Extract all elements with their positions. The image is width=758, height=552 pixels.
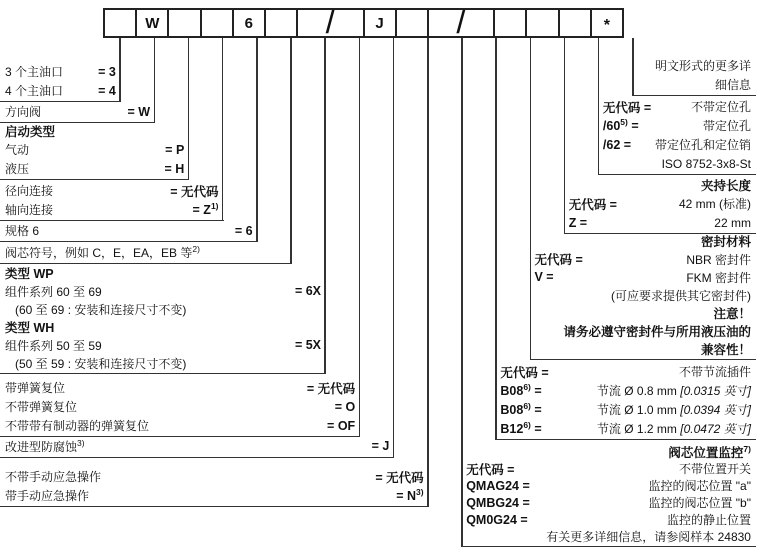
option-row bbox=[530, 304, 757, 322]
footnote-marker: 1) bbox=[210, 200, 219, 211]
option-desc bbox=[557, 363, 751, 380]
option-value-text: = 无代码 bbox=[375, 470, 424, 485]
note-text: 兼容性！ bbox=[700, 343, 751, 357]
option-code: 无代码 = bbox=[568, 197, 617, 212]
option-code: QMAG24 = bbox=[466, 478, 530, 493]
section-header: 启动类型 bbox=[5, 124, 56, 139]
option-desc-text: 不带位置开关 bbox=[678, 462, 751, 476]
note-text: 明文形式的更多详 bbox=[654, 59, 751, 73]
section-header-text: 密封材料 bbox=[700, 235, 751, 249]
slash-separator: / bbox=[325, 8, 336, 38]
section-header bbox=[535, 232, 752, 250]
option-desc-text: 节流 Ø 1.0 mm bbox=[596, 403, 681, 417]
ordering-option-section-manual-override bbox=[0, 467, 429, 507]
option-value bbox=[98, 65, 116, 79]
section-header bbox=[466, 443, 751, 461]
option-row bbox=[598, 154, 756, 173]
option-label-text: 不带弹簧复位 bbox=[5, 400, 78, 414]
code-cell-text: 6 bbox=[244, 14, 254, 32]
option-row bbox=[0, 242, 292, 262]
option-label bbox=[5, 182, 53, 199]
option-row bbox=[0, 354, 326, 372]
option-code: QM0G24 = bbox=[466, 512, 528, 527]
option-desc-text: NBR 密封件 bbox=[686, 252, 751, 267]
slash-separator: / bbox=[456, 8, 466, 38]
note-text: 有关更多详细信息，请参阅样本 24830 bbox=[546, 530, 751, 544]
ordering-option-section-main-ports bbox=[0, 62, 121, 102]
option-code-text: B08 bbox=[500, 402, 524, 417]
code-cell bbox=[103, 8, 137, 38]
option-row bbox=[0, 318, 326, 336]
option-code: Z = bbox=[568, 215, 588, 230]
option-value bbox=[307, 379, 355, 397]
option-desc bbox=[625, 195, 751, 212]
option-value bbox=[335, 400, 356, 414]
option-value-text: = Z bbox=[192, 202, 211, 217]
option-value-text: = 无代码 bbox=[306, 381, 356, 396]
code-cell bbox=[558, 8, 592, 38]
option-row bbox=[632, 56, 756, 75]
option-code: 无代码 = bbox=[534, 253, 583, 267]
option-row bbox=[0, 62, 121, 81]
code-cell bbox=[167, 8, 201, 38]
option-row bbox=[0, 181, 224, 200]
option-value-text: = P bbox=[165, 142, 185, 157]
option-code-text: B08 bbox=[500, 383, 524, 398]
option-row bbox=[0, 282, 326, 300]
option-row bbox=[0, 436, 394, 456]
note-text: (可应要求提供其它密封件) bbox=[611, 288, 751, 303]
connector-line bbox=[290, 38, 292, 264]
asterisk-placeholder: * bbox=[603, 17, 611, 34]
footnote-marker: 7) bbox=[743, 443, 751, 454]
option-label bbox=[5, 379, 65, 396]
option-row bbox=[564, 213, 756, 232]
option-desc bbox=[522, 460, 751, 477]
option-row bbox=[0, 159, 189, 178]
option-label-text: 3 个主油口 bbox=[5, 65, 64, 79]
option-value-text: = 4 bbox=[98, 83, 116, 98]
ordering-option-section-connection-type bbox=[0, 181, 224, 221]
option-label-text: 带弹簧复位 bbox=[5, 381, 66, 395]
option-value-text: = N bbox=[396, 488, 417, 503]
option-row bbox=[0, 416, 360, 435]
option-value bbox=[327, 419, 355, 433]
ordering-option-section-clamping-length bbox=[564, 175, 756, 234]
option-label bbox=[5, 398, 77, 415]
option-value bbox=[295, 284, 321, 298]
option-row bbox=[632, 75, 756, 94]
option-desc-text: 带定位孔 bbox=[702, 119, 751, 133]
option-value-text: = 无代码 bbox=[170, 184, 219, 199]
option-row bbox=[530, 340, 757, 358]
option-label bbox=[5, 417, 149, 434]
option-label bbox=[5, 63, 63, 80]
option-value bbox=[396, 486, 424, 503]
code-cell bbox=[427, 8, 495, 38]
section-header-text: 阀芯位置监控 bbox=[668, 445, 744, 460]
option-code bbox=[500, 381, 542, 398]
option-desc bbox=[550, 420, 751, 437]
ordering-option-section-corrosion-protection bbox=[0, 436, 394, 458]
option-desc-text: 监控的阀芯位置 "a" bbox=[648, 479, 751, 493]
option-label-text: 液压 bbox=[5, 162, 30, 176]
option-label bbox=[5, 337, 102, 354]
option-desc bbox=[538, 494, 751, 511]
ordering-option-section-spool-position-monitoring bbox=[461, 443, 756, 547]
option-label-text: 不带带有制动器的弹簧复位 bbox=[5, 419, 150, 433]
option-code-eq: = bbox=[530, 383, 542, 398]
option-value bbox=[295, 338, 321, 352]
option-code-eq: = bbox=[530, 402, 542, 417]
option-desc bbox=[659, 98, 751, 115]
option-row bbox=[564, 175, 756, 194]
section-header: 类型 WP bbox=[5, 267, 54, 281]
option-label bbox=[5, 487, 89, 504]
option-label-text: (60 至 69 : 安装和连接尺寸不变) bbox=[15, 302, 187, 317]
option-label-text: 组件系列 50 至 59 bbox=[5, 338, 102, 353]
option-row bbox=[0, 300, 326, 318]
option-code: 无代码 = bbox=[466, 462, 515, 477]
option-value-text: = 3 bbox=[98, 64, 116, 79]
code-box-row bbox=[103, 8, 624, 38]
option-desc bbox=[536, 511, 751, 528]
option-desc bbox=[639, 136, 751, 153]
option-code: 无代码 = bbox=[602, 100, 652, 115]
option-row bbox=[461, 494, 756, 511]
footnote-marker: 6) bbox=[523, 381, 531, 392]
option-value-text: = 6X bbox=[294, 284, 321, 298]
option-desc-inch: [0.0394 英寸] bbox=[680, 403, 751, 417]
option-label bbox=[5, 301, 186, 318]
option-desc-text: 监控的静止位置 bbox=[666, 513, 751, 527]
option-label-text: 轴向连接 bbox=[5, 203, 54, 217]
footnote-marker: 2) bbox=[192, 243, 200, 254]
option-label bbox=[5, 103, 41, 120]
option-row bbox=[0, 200, 224, 219]
option-value-text: = J bbox=[371, 439, 390, 453]
option-row bbox=[0, 378, 360, 397]
section-header-text: 夹持长度 bbox=[700, 178, 751, 193]
option-label bbox=[5, 355, 186, 372]
option-desc-text: 42 mm (标准) bbox=[678, 197, 751, 211]
option-desc-text: 带定位孔和定位销 bbox=[654, 138, 751, 152]
option-row bbox=[495, 419, 756, 438]
option-row bbox=[530, 322, 757, 340]
option-label-text: 气动 bbox=[5, 143, 30, 157]
option-row bbox=[598, 97, 756, 116]
section-header: 类型 WH bbox=[5, 321, 55, 335]
option-desc-text: 节流 Ø 0.8 mm bbox=[596, 384, 681, 398]
option-row bbox=[530, 286, 757, 304]
option-row bbox=[0, 264, 326, 282]
option-code-eq: = bbox=[530, 421, 542, 436]
option-label-text: 规格 6 bbox=[5, 224, 40, 238]
note-text: 请务必遵守密封件与所用液压油的 bbox=[563, 325, 751, 339]
footnote-marker: 6) bbox=[523, 419, 531, 430]
option-row bbox=[461, 460, 756, 477]
footnote-marker: 6) bbox=[523, 400, 531, 411]
option-row bbox=[0, 221, 258, 240]
option-label bbox=[5, 201, 53, 218]
option-desc bbox=[550, 382, 751, 399]
option-label bbox=[5, 438, 85, 455]
option-row bbox=[0, 486, 429, 505]
option-value-text: = H bbox=[164, 161, 185, 176]
option-row bbox=[461, 528, 756, 545]
option-row bbox=[0, 102, 155, 121]
code-cell-text: W bbox=[145, 14, 160, 32]
option-desc-text: 不带定位孔 bbox=[690, 100, 751, 114]
option-desc bbox=[550, 401, 751, 418]
option-desc-inch: [0.0315 英寸] bbox=[680, 384, 751, 398]
option-desc-text: 节流 Ø 1.2 mm bbox=[596, 422, 681, 436]
note-text: 注意！ bbox=[713, 307, 751, 321]
option-row bbox=[461, 443, 756, 460]
ordering-option-section-actuation-type bbox=[0, 121, 189, 180]
option-label-text: 4 个主油口 bbox=[5, 84, 64, 98]
option-row bbox=[461, 477, 756, 494]
option-row bbox=[0, 397, 360, 416]
connector-line bbox=[427, 38, 429, 507]
ordering-option-section-component-series bbox=[0, 264, 326, 374]
option-label-text: 组件系列 60 至 69 bbox=[5, 284, 102, 299]
option-label bbox=[5, 82, 63, 99]
option-desc bbox=[595, 216, 751, 230]
code-cell bbox=[590, 8, 624, 38]
option-row bbox=[495, 381, 756, 400]
option-row bbox=[0, 140, 189, 159]
option-code-text: /60 bbox=[602, 118, 621, 133]
connector-line bbox=[359, 38, 361, 437]
option-value bbox=[372, 439, 390, 453]
option-desc-inch: [0.0472 英寸] bbox=[680, 422, 751, 436]
option-value bbox=[170, 182, 218, 200]
ordering-option-section-throttle-insert bbox=[495, 362, 756, 440]
option-row bbox=[530, 268, 757, 286]
option-code-text: B12 bbox=[500, 421, 524, 436]
option-desc-text: FKM 密封件 bbox=[686, 270, 751, 285]
option-label-text: 不带手动应急操作 bbox=[5, 470, 102, 484]
option-row bbox=[495, 362, 756, 381]
option-desc bbox=[591, 251, 751, 268]
option-label bbox=[5, 244, 200, 261]
code-cell bbox=[135, 8, 169, 38]
option-row bbox=[530, 250, 757, 268]
ordering-option-section-spool-symbol bbox=[0, 242, 292, 264]
code-cell bbox=[395, 8, 429, 38]
footnote-marker: 3) bbox=[416, 486, 424, 497]
option-code: QMBG24 = bbox=[466, 495, 530, 510]
option-label bbox=[5, 222, 39, 239]
ordering-option-section-spring-return bbox=[0, 378, 360, 437]
option-desc-text: 22 mm bbox=[714, 215, 751, 230]
option-value bbox=[128, 105, 151, 119]
option-label bbox=[5, 468, 101, 485]
option-code bbox=[500, 419, 542, 436]
connector-line bbox=[256, 38, 258, 242]
note-text: ISO 8752-3x8-St bbox=[661, 156, 751, 171]
code-cell bbox=[264, 8, 298, 38]
code-cell bbox=[525, 8, 559, 38]
option-value-text: = 6 bbox=[234, 223, 253, 238]
option-label-text: (50 至 59 : 安装和连接尺寸不变) bbox=[15, 356, 187, 371]
option-label bbox=[5, 141, 29, 158]
option-row bbox=[495, 400, 756, 419]
option-desc bbox=[562, 269, 751, 286]
option-value-text: = 5X bbox=[294, 338, 321, 352]
code-cell-text: J bbox=[375, 14, 384, 32]
option-label-text: 径向连接 bbox=[5, 184, 54, 198]
ordering-option-section-directional-valve bbox=[0, 102, 155, 123]
option-row bbox=[598, 135, 756, 154]
option-value bbox=[192, 200, 219, 217]
option-value-text: = OF bbox=[327, 418, 356, 433]
option-value-text: = O bbox=[334, 399, 356, 414]
connector-line bbox=[393, 38, 395, 458]
option-row bbox=[564, 194, 756, 213]
option-row bbox=[0, 81, 121, 100]
option-row bbox=[461, 511, 756, 528]
code-cell bbox=[493, 8, 527, 38]
option-value-text: = W bbox=[127, 104, 151, 119]
option-label-text: 方向阀 bbox=[5, 105, 42, 119]
footnote-marker: 3) bbox=[77, 437, 85, 448]
option-label bbox=[5, 160, 29, 177]
option-value bbox=[165, 143, 184, 157]
option-code-eq: = bbox=[627, 118, 639, 133]
option-code bbox=[500, 400, 542, 417]
option-code bbox=[602, 116, 639, 133]
option-desc-text: 不带节流插件 bbox=[678, 365, 751, 379]
code-cell bbox=[363, 8, 397, 38]
option-desc bbox=[647, 117, 751, 134]
code-cell bbox=[200, 8, 234, 38]
option-value bbox=[235, 224, 253, 238]
option-label-text: 改进型防腐蚀 bbox=[5, 439, 78, 454]
option-value bbox=[98, 84, 116, 98]
option-desc-text: 监控的阀芯位置 "b" bbox=[648, 496, 751, 510]
option-code: 无代码 = bbox=[500, 365, 549, 380]
option-row bbox=[0, 467, 429, 486]
option-row bbox=[0, 336, 326, 354]
ordering-option-section-locating-hole bbox=[598, 97, 756, 175]
code-cell bbox=[232, 8, 266, 38]
option-desc bbox=[538, 477, 751, 494]
option-code: /62 = bbox=[602, 137, 632, 152]
option-label-text: 阀芯符号，例如 C，E，EA，EB 等 bbox=[5, 245, 193, 260]
option-value bbox=[375, 468, 423, 486]
section-header bbox=[569, 176, 751, 194]
footnote-marker: 5) bbox=[620, 116, 628, 127]
ordering-option-section-seal-material bbox=[530, 232, 757, 360]
option-row bbox=[0, 121, 189, 140]
ordering-option-section-plain-text-info bbox=[632, 56, 756, 96]
ordering-option-section-size bbox=[0, 221, 258, 242]
option-label-text: 带手动应急操作 bbox=[5, 489, 90, 503]
option-code: V = bbox=[534, 270, 554, 284]
option-value bbox=[164, 162, 184, 176]
note-text: 细信息 bbox=[714, 78, 751, 92]
option-row bbox=[530, 232, 757, 250]
code-cell bbox=[296, 8, 364, 38]
option-label bbox=[5, 283, 102, 300]
option-row bbox=[598, 116, 756, 135]
